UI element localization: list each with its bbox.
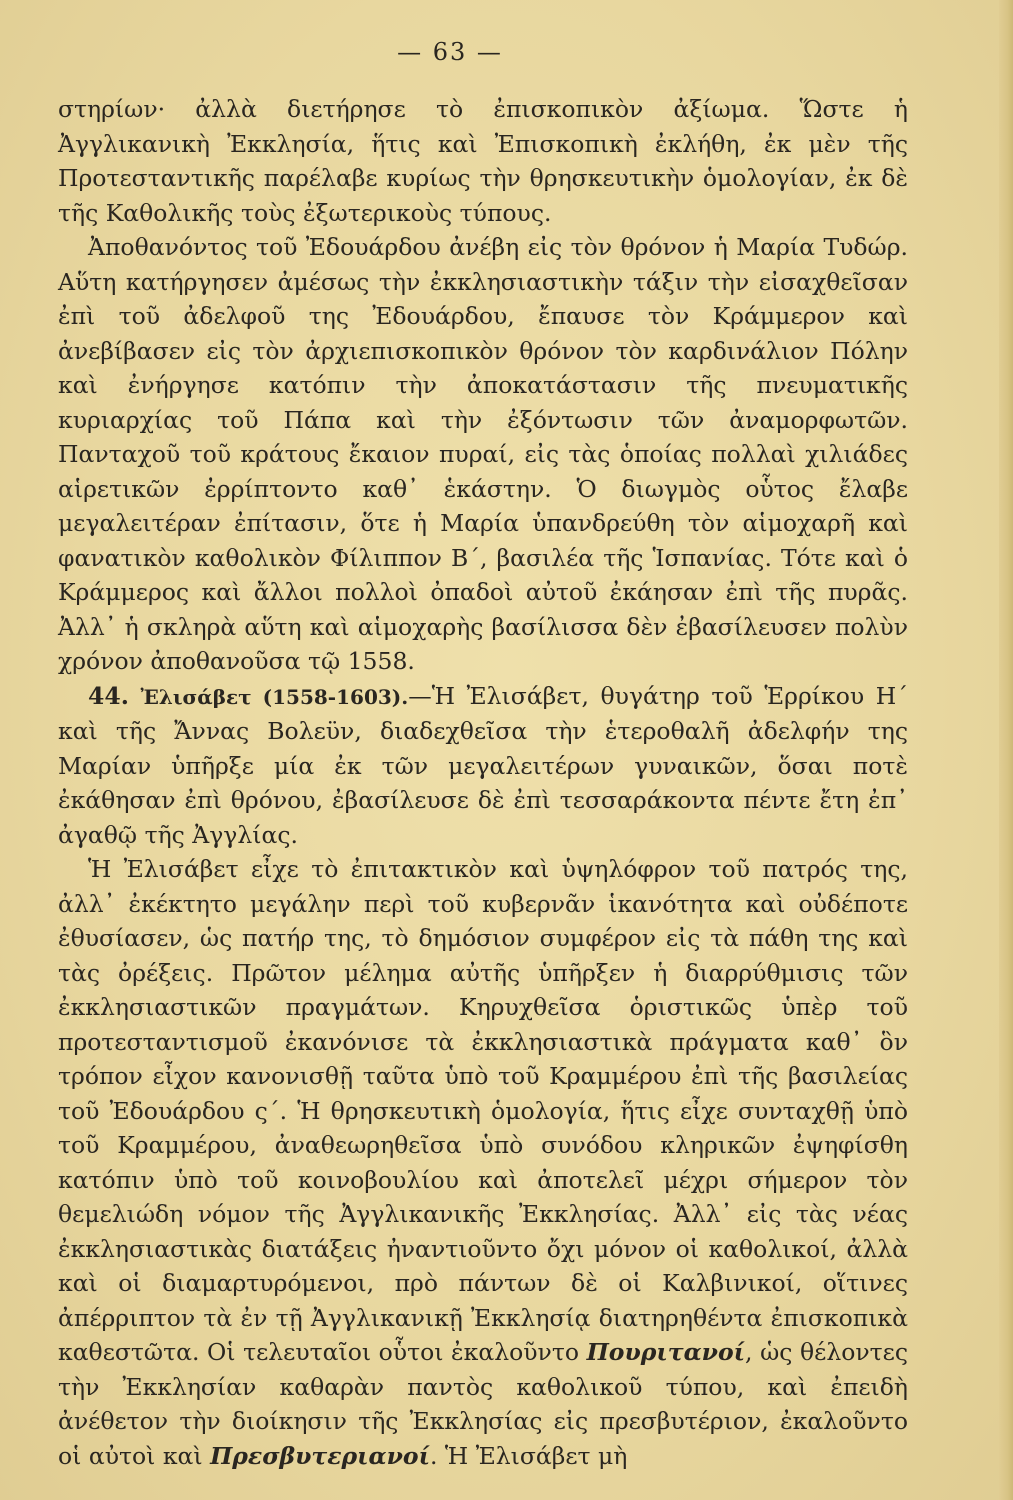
term-puritans: Πουριτανοί [586,1338,746,1366]
section-44-text: —Ἡ Ἐλισάβετ, θυγάτηρ τοῦ Ἑρρίκου Η΄ καὶ τῆς Ἄννας Βολεϋν, διαδεχθεῖσα τὴν ἑτεροθαλῆ ἀδελφήν της Μαρίαν ὑπῆρξε μία ἐκ τῶν μεγαλειτέρων γυναικῶν, ὅσαι ποτὲ ἐκάθησαν ἐπὶ θρόνου, ἐβασίλευσε δὲ ἐπὶ τεσσαράκοντα πέντε ἔτη ἐπ᾿ ἀγαθῷ τῆς Ἀγγλίας. [58,681,908,849]
page-edge [999,0,1013,1500]
paragraph-4-text-a: Ἡ Ἐλισάβετ εἶχε τὸ ἐπιτακτικὸν καὶ ὑψηλόφρον τοῦ πατρός της, ἀλλ᾿ ἐκέκτητο μεγάλην περὶ τοῦ κυβερνᾶν ἱκανότητα καὶ οὐδέποτε ἐθυσίασεν, ὡς πατήρ της, τὸ δημόσιον συμφέρον εἰς τὰ πάθη της καὶ τὰς ὀρέξεις. Πρῶτον μέλημα αὐτῆς ὑπῆρξεν ἡ διαρρύθμισις τῶν ἐκκλησιαστικῶν πραγμάτων. Κηρυχθεῖσα ὁριστικῶς ὑπὲρ τοῦ προτεσταντισμοῦ ἐκανόνισε τὰ ἐκκλησιαστικὰ πράγματα καθ᾿ ὃν τρόπον εἶχον κανονισθῇ ταῦτα ὑπὸ τοῦ Κραμμέρου ἐπὶ τῆς βασιλείας τοῦ Ἐδουάρδου ς΄. Ἡ θρησκευτικὴ ὁμολογία, ἥτις εἶχε συνταχθῇ ὑπὸ τοῦ Κραμμέρου, ἀναθεωρηθεῖσα ὑπὸ συνόδου κληρικῶν ἐψηφίσθη κατόπιν ὑπὸ τοῦ κοινοβουλίου καὶ ἀποτελεῖ μέχρι σήμερον τὸν θεμελιώδη νόμον τῆς Ἀγγλικανικῆς Ἐκκλησίας. Ἀλλ᾿ εἰς τὰς νέας ἐκκλησιαστικὰς διατάξεις ἠναντιοῦντο ὄχι μόνον οἱ καθολικοί, ἀλλὰ καὶ οἱ διαμαρτυρόμενοι, πρὸ πάντων δὲ οἱ Καλβινικοί, οἵτινες ἀπέρριπτον τὰ ἐν τῇ Ἀγγλικανικῇ Ἐκκλησίᾳ διατηρηθέντα ἐπισκοπικὰ καθεστῶτα. Οἱ τελευταῖοι οὗτοι ἐκαλοῦντο [58,855,908,1366]
paragraph-4-text-b: , ὡς θέλοντες τὴν Ἐκκλησίαν καθαρὰν παντὸς καθολικοῦ τύπου, καὶ ἐπειδὴ ἀνέθετον τὴν διοίκησιν τῆς Ἐκκλησίας εἰς πρεσβυτέριον, ἐκαλοῦντο οἱ αὐτοὶ καὶ [58,1338,908,1470]
paragraph-4 [58,852,908,1473]
section-number: 44. [88,681,129,710]
page-number: — 63 — [397,38,503,66]
paragraph-1: στηρίων· ἀλλὰ διετήρησε τὸ ἐπισκοπικὸν ἀξίωμα. Ὥστε ἡ Ἀγγλικανικὴ Ἐκκλησία, ἥτις καὶ Ἐπισκοπικὴ ἐκλήθη, ἐκ μὲν τῆς Προτεσταντικῆς παρέλαβε κυρίως τὴν θρησκευτικὴν ὁμολογίαν, ἐκ δὲ τῆς Καθολικῆς τοὺς ἐξωτερικοὺς τύπους. [58,95,908,227]
paragraph-4-text-c: . Ἡ Ἐλισάβετ μὴ [429,1441,628,1470]
paragraph-2: Ἀποθανόντος τοῦ Ἐδουάρδου ἀνέβη εἰς τὸν θρόνον ἡ Μαρία Τυδώρ. Αὕτη κατήργησεν ἀμέσως τὴν ἐκκλησιαστικὴν τάξιν τὴν εἰσαχθεῖσαν ἐπὶ τοῦ ἀδελφοῦ της Ἐδουάρδου, ἔπαυσε τὸν Κράμμερον καὶ ἀνεβίβασεν εἰς τὸν ἀρχιεπισκοπικὸν θρόνον τὸν καρδινάλιον Πόλην καὶ ἐνήργησε κατόπιν τὴν ἀποκατάστασιν τῆς πνευματικῆς κυριαρχίας τοῦ Πάπα καὶ τὴν ἐξόντωσιν τῶν ἀναμορφωτῶν. Πανταχοῦ τοῦ κράτους ἔκαιον πυραί, εἰς τὰς ὁποίας πολλαὶ χιλιάδες αἱρετικῶν ἐρρίπτοντο καθ᾿ ἑκάστην. Ὁ διωγμὸς οὗτος ἔλαβε μεγαλειτέραν ἐπίτασιν, ὅτε ἡ Μαρία ὑπανδρεύθη τὸν αἱμοχαρῆ καὶ φανατικὸν καθολικὸν Φίλιππον Β΄, βασιλέα τῆς Ἱσπανίας. Τότε καὶ ὁ Κράμμερος καὶ ἄλλοι πολλοὶ ὀπαδοὶ αὐτοῦ ἐκάησαν ἐπὶ τῆς πυρᾶς. Ἀλλ᾿ ἡ σκληρὰ αὕτη καὶ αἱμοχαρὴς βασίλισσα δὲν ἐβασίλευσεν πολὺν χρόνον ἀποθανοῦσα τῷ 1558. [58,233,908,675]
term-presbyterians: Πρεσβυτεριανοί [210,1441,430,1470]
section-title: Ἐλισάβετ (1558-1603). [140,684,409,709]
section-44-paragraph [58,679,908,853]
body-text [58,92,908,1473]
